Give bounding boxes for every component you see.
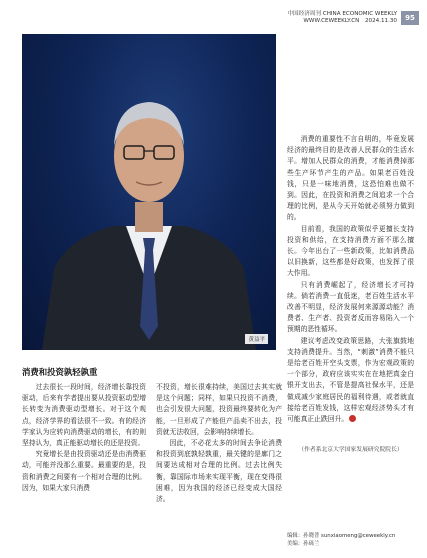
paragraph: 因此，不必花太多的时间去争论消费和投资到底孰轻孰重，最关键的是廓门之间要达成相对合理的比例。过去比例失衡，靠国际市场来实现平衡，现在变得很困难，因为我国的经济已经变成大国经济。: [156, 439, 282, 504]
author-note: （作者系北京大学国家发展研究院院长）: [298, 447, 403, 453]
proofreader-credit: 美编：孙砾兰: [287, 541, 320, 547]
paragraph: 消费的重要性不言自明的，毕竟发展经济的最终目的是改善人民群众的生活水平。增加人民群众的消费，才能消费掉那些生产环节产生的产品。如果老百姓没钱，只是一味地消费，这恐怕难也做不到。因此，在投资和消费之间追求一个合理的比例，是从今天开始就必须努力做到的。: [287, 135, 414, 222]
left-column: [22, 382, 146, 494]
section-title: 消费和投资孰轻孰重: [22, 367, 98, 377]
portrait-photo: [22, 34, 276, 350]
page-header: [287, 6, 419, 30]
credits: [287, 532, 395, 548]
header-text: [287, 11, 397, 25]
portrait-illustration: [22, 34, 276, 350]
paragraph: 不投资，增长很难持续，美国过去其实就是这个问题；同样，如果只投资不消费，也会引发很大问题，投资最终要转化为产能，一旦形成了产能但产品卖不出去，投资就无法收回，会影响持续增长。: [156, 383, 282, 436]
paragraph: 目前看，我国的政策似乎更擅长支持投资和供给，在支持消费方面不那么擅长。今年出台了一些新政策，比如消费品以旧换新，这些都是好政策，也发挥了很大作用。: [287, 224, 414, 278]
editor-credit: 编辑：孙晓普 sunxiaomeng@ceweekly.cn: [287, 533, 396, 539]
paragraph-text: 建议考虑改变政策思路，大张旗鼓地支持消费提升。当然，“刺激”消费不能只是给老百姓开空头支票，作为宏观政策的一个部分，政府应该实实在在地把真金白银开支出去，不管是提高社保水平，还是做成减少家庭居民的福利待遇，或者就直接给老百姓发钱，这样宏观经济势头才有可能真正止跌回升。: [287, 336, 414, 424]
paragraph: 只有消费崛起了，经济增长才可持续。倘若消费一直低迷，老百姓生活水平改善不明显，经济发展何来源源动能？消费者、生产者、投资者反而容易陷入一个预期的恶性循环。: [287, 280, 414, 334]
photo-caption: 黄益平: [245, 334, 268, 344]
page-number: 95: [401, 11, 419, 25]
paragraph: 过去很长一段时间，经济增长靠投资驱动，后来有学者提出要从投资驱动型增长转变为消费驱动型增长。对于这个观点，经济学界的看法很不一致。有的经济学家认为应转向消费驱动的增长，有的则坚持认为，真正能驱动增长的还是投资。: [22, 383, 146, 448]
paragraph-last: [287, 336, 414, 426]
paragraph: 究竟增长是由投资驱动还是由消费驱动，可能并没那么重要。最重要的是，投资和消费之间要有一个相对合理的比例。因为，如果大家只消费: [22, 450, 146, 492]
end-mark-icon: [349, 415, 356, 422]
website-date: WWW.CEWEEKLY.CN 2024.11.30: [303, 18, 397, 24]
middle-column: [156, 382, 282, 505]
right-column: [287, 134, 414, 425]
magazine-name: 中国经济周刊 CHINA ECONOMIC WEEKLY: [287, 11, 397, 17]
